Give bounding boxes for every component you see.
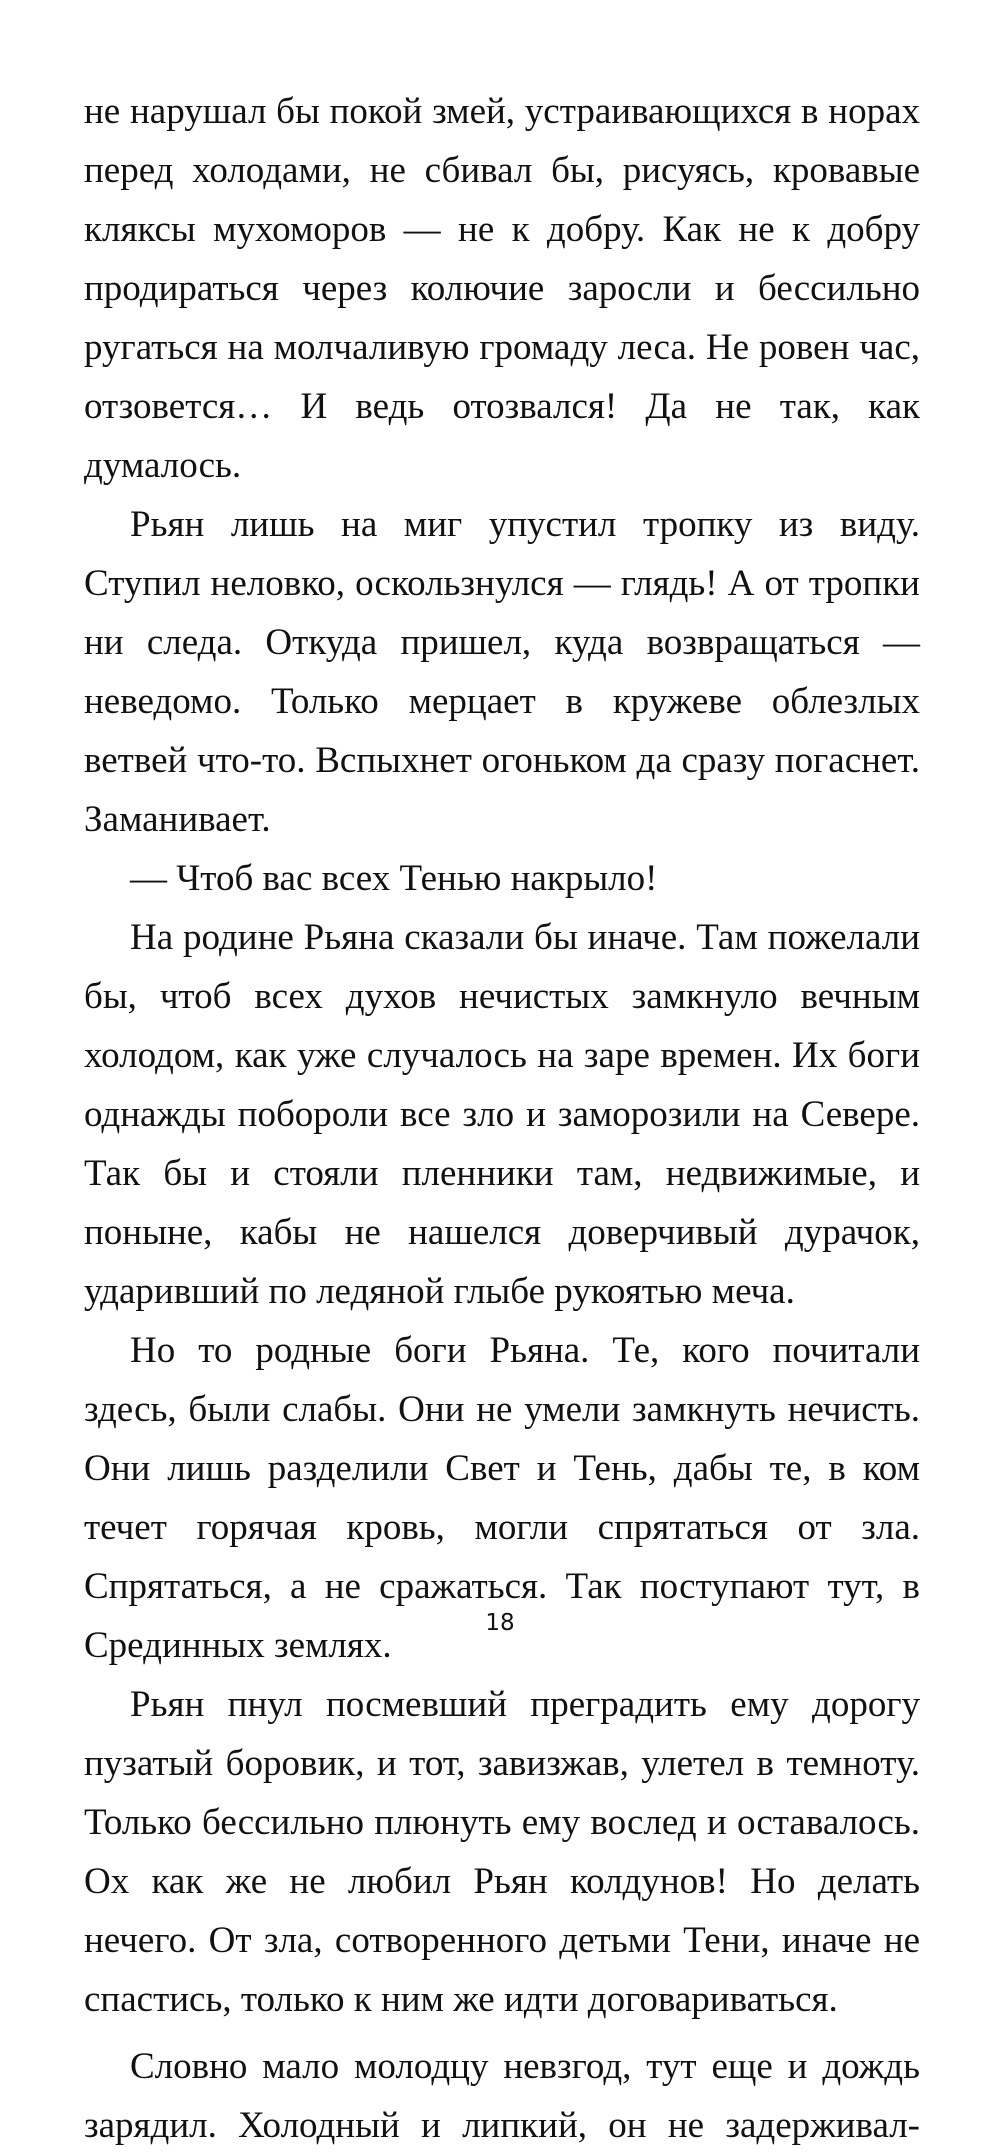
paragraph-continuation: не нарушал бы покой змей, устраивающихся в норах перед холодами, не сбивал бы, рисуясь, кровавые кляксы мухоморов — не к добру. Как не к добру продираться через колючие заросли и бессильно ругаться на молчаливую громаду леса. Не ровен час, отзовется… И ведь отозвался! Да не так, как думалось. <box>84 91 920 486</box>
paragraph: На родине Рьяна сказали бы иначе. Там пожелали бы, чтоб всех духов нечистых замкнуло вечным холодом, как уже случалось на заре времен. Их боги однажды побороли все зло и заморозили на Севере. Так бы и стояли пленники там, недвижимые, и поныне, кабы не нашелся доверчивый дурачок, ударивший по ледяной глыбе рукоятью меча. <box>84 917 920 1312</box>
paragraph: Рьян лишь на миг упустил тропку из виду. Ступил неловко, оскользнулся — глядь! А от тропки ни следа. Откуда пришел, куда возвращаться — неведомо. Только мерцает в кружеве облезлых ветвей что-то. Вспыхнет огоньком да сразу погаснет. Заманивает. <box>84 504 920 840</box>
page-text <box>84 82 920 2155</box>
paragraph: Но то родные боги Рьяна. Те, кого почитали здесь, были слабы. Они не умели замкнуть нечисть. Они лишь разделили Свет и Тень, дабы те, в ком течет горячая кровь, могли спрятаться от зла. Спрятаться, а не сражаться. Так поступают тут, в Срединных землях. <box>84 1330 920 1666</box>
page-number: 18 <box>485 1610 515 1636</box>
paragraph: Рьян пнул посмевший преградить ему дорогу пузатый боровик, и тот, завизжав, улетел в темноту. Только бессильно плюнуть ему вослед и оставалось. Ох как же не любил Рьян колдунов! Но делать нечего. От зла, сотворенного детьми Тени, иначе не спастись, только к ним же идти договариваться. <box>84 1684 920 2020</box>
paragraph-final: Словно мало молодцу невзгод, тут еще и дождь зарядил. Холодный и липкий, он не задерживал- <box>84 2046 920 2146</box>
dialogue-line: — Чтоб вас всех Тенью накрыло! <box>130 858 658 899</box>
